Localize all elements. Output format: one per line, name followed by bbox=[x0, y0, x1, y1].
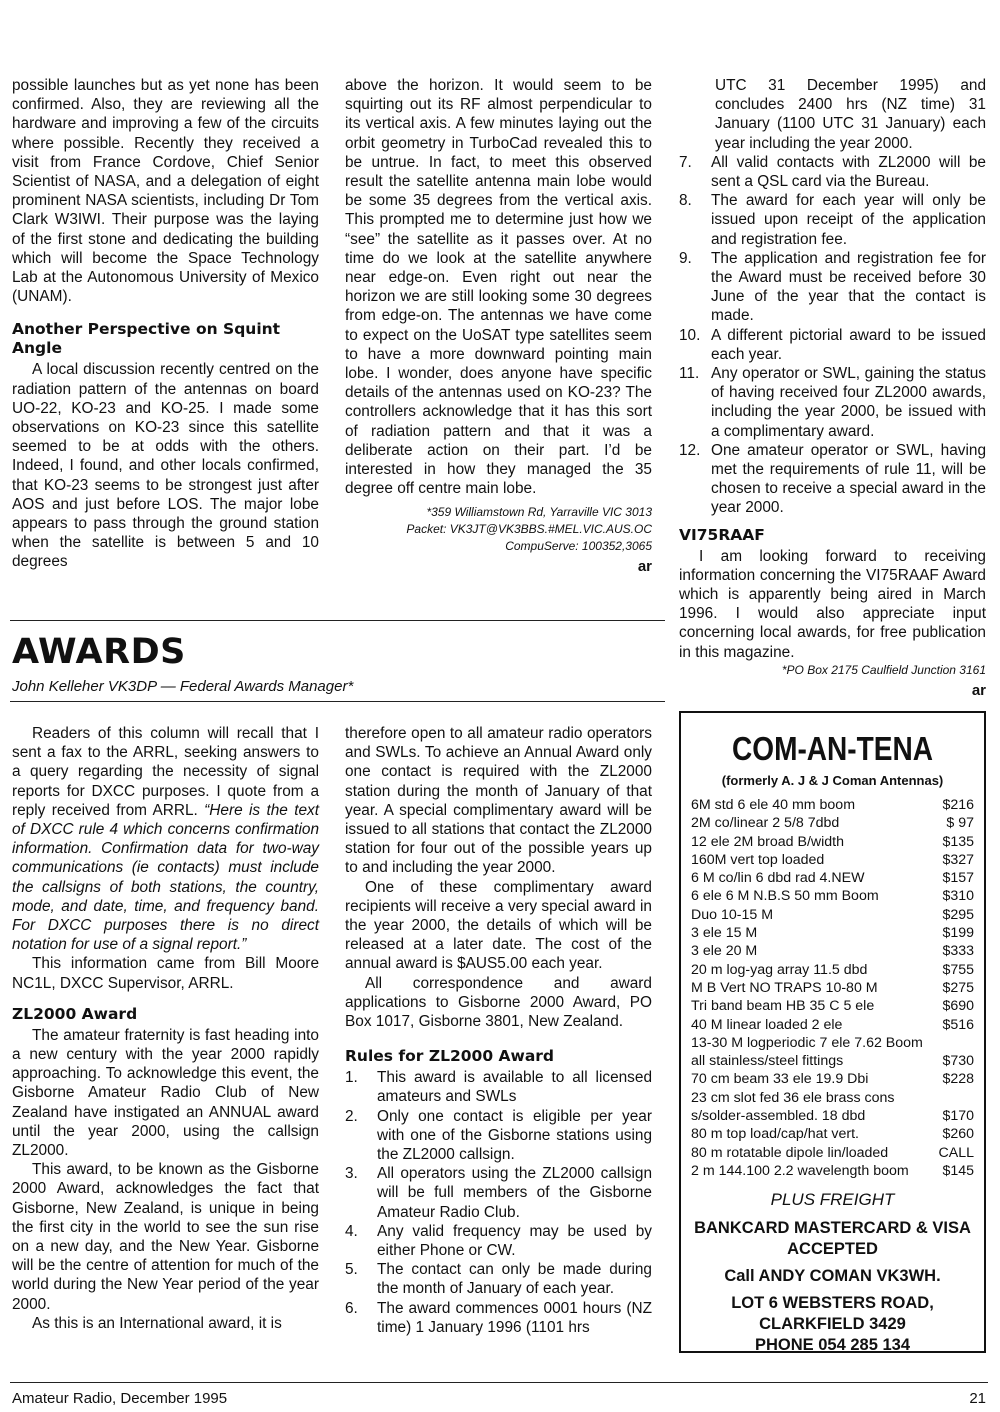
ad-address: LOT 6 WEBSTERS ROAD, CLARKFIELD 3429 bbox=[731, 1294, 934, 1334]
price-row: 6 ele 6 M N.B.S 50 mm Boom $310 bbox=[691, 888, 974, 905]
price-row: 23 cm slot fed 36 ele brass cons bbox=[691, 1089, 895, 1106]
list-item: 3. All operators using the ZL2000 callsign will be full members of the Gisborne Amateur Radio Club. bbox=[345, 1165, 652, 1221]
paragraph: One of these complimentary award recipients will receive a very special award in the year 2000, the details of which will be released at a later date. The cost of the annual award is $AUS5.00 each year. bbox=[345, 878, 652, 973]
price-row: Tri band beam HB 35 C 5 ele $690 bbox=[691, 998, 974, 1015]
price-row: 70 cm beam 33 ele 19.9 Dbi $228 bbox=[691, 1071, 974, 1088]
paragraph: This award, to be known as the Gisborne 2000 Award, acknowledges the fact that Gisborne, New Zealand, is unique in being the first city in the world to see the sun rise on a new day, and the New Year. Gisborne will be the centre of attention for much of the world during the New Year period of the year 2000. bbox=[12, 1161, 319, 1313]
price-row: 3 ele 15 M $199 bbox=[691, 925, 974, 942]
author-compuserve: CompuServe: 100352,3065 bbox=[505, 539, 652, 554]
price-row: 160M vert top loaded $327 bbox=[691, 851, 974, 868]
price-row: all stainless/steel fittings $730 bbox=[691, 1053, 974, 1070]
section-heading: ZL2000 Award bbox=[12, 1004, 138, 1023]
price-row: 6M std 6 ele 40 mm boom $216 bbox=[691, 797, 974, 813]
end-mark: ar bbox=[637, 558, 652, 576]
paragraph: A local discussion recently centred on the radiation pattern of the antennas on board UO-22, KO-23 and KO-25. I made some observations on KO-23 since this satellite seemed to be at odds with the others. Indeed, I found, and other locals confirmed, that KO-23 seems to be strongest just after AOS and just before LOS. The major lobe appears to pass through the ground station when the satellite is between 5 and 10 degrees bbox=[12, 361, 319, 571]
paragraph: I am looking forward to receiving information concerning the VI75RAAF Award which is apparently being aired in March 1996. I would also appreciate input concerning local awards, for free publication in this magazine. bbox=[679, 547, 986, 661]
list-item: 2. Only one contact is eligible per year with one of the Gisborne stations using the ZL2000 callsign. bbox=[345, 1107, 652, 1164]
bottom-column-1 bbox=[12, 724, 319, 1333]
price-row: 13-30 M logperiodic 7 ele 7.62 Boom bbox=[691, 1034, 923, 1051]
list-item: 7. All valid contacts with ZL2000 will be sent a QSL card via the Bureau. bbox=[679, 153, 986, 191]
price-row: 20 m log-yag array 11.5 dbd $755 bbox=[691, 961, 974, 978]
price-row: s/solder-assembled. 18 dbd $170 bbox=[691, 1108, 974, 1125]
paragraph: All correspondence and award applications to Gisborne 2000 Award, PO Box 1017, Gisborne 3801, New Zealand. bbox=[345, 974, 652, 1031]
price-row: 2 m 144.100 2.2 wavelength boom $145 bbox=[691, 1162, 974, 1179]
list-item: 1. This award is available to all licensed amateurs and SWLs bbox=[345, 1069, 652, 1106]
list-item: 12. One amateur operator or SWL, having met the requirements of rule 11, will be chosen to receive a special award in the year 2000. bbox=[679, 441, 986, 517]
quoted-text: “Here is the text of DXCC rule 4 which concerns confirmation information. Confirmation data for two-way communications (ie contacts) must include the callsigns of both stations, the country, mode, and date, time, and frequency band. For DXCC purposes there is no direct notation for use of a signal report.” bbox=[12, 801, 319, 954]
author-address: *359 Williamstown Rd, Yarraville VIC 3013 bbox=[426, 505, 652, 520]
end-mark: ar bbox=[971, 681, 986, 699]
bottom-column-2 bbox=[345, 724, 652, 1337]
price-row: 6 M co/lin 6 dbd rad 4.NEW $157 bbox=[691, 870, 974, 887]
rules-list bbox=[345, 1068, 652, 1337]
section-heading: VI75RAAF bbox=[679, 525, 765, 544]
price-row: 12 ele 2M broad B/width $135 bbox=[691, 833, 974, 850]
list-item: 4. Any valid frequency may be used by either Phone or CW. bbox=[345, 1222, 652, 1260]
section-heading: Another Perspective on Squint Angle bbox=[12, 320, 281, 358]
price-row: 2M co/linear 2 5/8 7dbd $ 97 bbox=[691, 815, 974, 832]
price-row: M B Vert NO TRAPS 10-80 M $275 bbox=[691, 979, 974, 996]
rules-list-continued bbox=[679, 153, 986, 518]
price-row: 80 m rotatable dipole lin/loaded CALL bbox=[691, 1144, 974, 1161]
price-row: 3 ele 20 M $333 bbox=[691, 943, 974, 960]
footer-divider bbox=[10, 1382, 988, 1383]
paragraph: therefore open to all amateur radio operators and SWLs. To achieve an Annual Award only one contact is required with the ZL2000 station during the month of January of that year. A special complimentary award will be issued to all stations that contact the ZL2000 station for four out of the possible years up to and including the year 2000. bbox=[345, 725, 652, 877]
ad-cards: BANKCARD MASTERCARD & VISA ACCEPTED bbox=[694, 1219, 971, 1259]
price-list bbox=[691, 796, 974, 1180]
top-column-2 bbox=[345, 76, 652, 577]
author-address: *PO Box 2175 Caulfield Junction 3161 bbox=[781, 662, 986, 677]
list-item: 10. A different pictorial award to be issued each year. bbox=[679, 326, 986, 363]
paragraph: above the horizon. It would seem to be squirting out its RF almost perpendicular to its vertical axis. A few minutes laying out the orbit geometry in TurboCad revealed this to be untrue. In fact, to meet this observed result the satellite antenna main lobe would be some 35 degrees from the vertical axis. This prompted me to determine just how we “see” the satellite as it passes over. At no time do we look at the satellite anywhere near edge-on. Even right out near the horizon we are still looking some 30 degrees from edge-on. The antennas we have come to expect on the UoSAT type satellites seem to have a more downward pointing main lobe. I wonder, does anyone have specific details of the antennas used on KO-23? The controllers acknowledge that it has this sort of radiation pattern and that it was a deliberate action on their part. I’d be interested in how they managed the 35 degree off centre main lobe. bbox=[345, 77, 652, 498]
page-number: 21 bbox=[969, 1390, 986, 1407]
awards-title: AWARDS bbox=[12, 632, 186, 672]
list-item: 11. Any operator or SWL, gaining the status of having received four ZL2000 awards, including the year 2000, be issued with a complimentary award. bbox=[679, 365, 986, 440]
paragraph: This information came from Bill Moore NC1L, DXCC Supervisor, ARRL. bbox=[12, 955, 319, 992]
footer-publication: Amateur Radio, December 1995 bbox=[12, 1390, 228, 1407]
right-column bbox=[679, 76, 986, 700]
awards-byline: John Kelleher VK3DP — Federal Awards Manager* bbox=[12, 678, 354, 695]
price-row: 40 M linear loaded 2 ele $516 bbox=[691, 1016, 974, 1033]
price-row: 80 m top load/cap/hat vert. $260 bbox=[691, 1126, 974, 1143]
list-item: 5. The contact can only be made during the month of January of each year. bbox=[345, 1261, 652, 1298]
ad-title: COM-AN-TENA bbox=[732, 730, 933, 767]
ad-call: Call ANDY COMAN VK3WH. bbox=[724, 1267, 941, 1286]
ad-subtitle: (formerly A. J & J Coman Antennas) bbox=[721, 773, 944, 788]
section-heading: Rules for ZL2000 Award bbox=[345, 1047, 555, 1066]
paragraph: Readers of this column will recall that I sent a fax to the ARRL, seeking answers to a query regarding the necessity of signal reports for DXCC purposes. I quote from a reply received from ARRL. “Here is the text of DXCC rule 4 which concerns confirmation information. Confirmation data for two-way communications (ie contacts) must include the callsigns of both stations, the country, mode, and date, time, and frequency band. For DXCC purposes there is no direct notation for use of a signal report.” bbox=[12, 725, 319, 954]
antenna-advertisement bbox=[679, 711, 986, 1353]
author-packet: Packet: VK3JT@VK3BBS.#MEL.VIC.AUS.OC bbox=[406, 522, 652, 537]
rule-6-continued: UTC 31 December 1995) and concludes 2400 hrs (NZ time) 31 January (1100 UTC 31 January) each year including the year 2000. bbox=[715, 77, 986, 152]
top-column-1 bbox=[12, 76, 319, 572]
section-divider bbox=[10, 620, 665, 621]
list-item: 8. The award for each year will only be issued upon receipt of the application and registration fee. bbox=[679, 192, 986, 248]
paragraph: As this is an International award, it is bbox=[32, 1314, 282, 1332]
paragraph: possible launches but as yet none has been confirmed. Also, they are reviewing all the hardware and improving a few of the circuits where possible. Recently they received a visit from France Cordove, Chief Senior Scientist of NASA, and a delegation of eight prominent NASA scientists, including Dr Tom Clark W3IWI. Their purpose was the laying of the first stone and dedicating the building which will become the Space Technology Lab at the Autonomous University of Mexico (UNAM). bbox=[12, 77, 319, 306]
byline-divider bbox=[10, 701, 665, 702]
list-item: 9. The application and registration fee for the Award must be received before 30 June of the year that the contact is made. bbox=[679, 249, 986, 325]
paragraph: The amateur fraternity is fast heading into a new century with the year 2000 rapidly approaching. To acknowledge this event, the Gisborne Amateur Radio Club of New Zealand have instigated an ANNUAL award until the year 2000, using the callsign ZL2000. bbox=[12, 1026, 319, 1160]
list-item: 6. The award commences 0001 hours (NZ time) 1 January 1996 (1101 hrs bbox=[345, 1299, 652, 1336]
ad-freight: PLUS FREIGHT bbox=[770, 1190, 895, 1210]
price-row: Duo 10-15 M $295 bbox=[691, 906, 974, 923]
ad-phone: PHONE 054 285 134 bbox=[754, 1336, 911, 1355]
